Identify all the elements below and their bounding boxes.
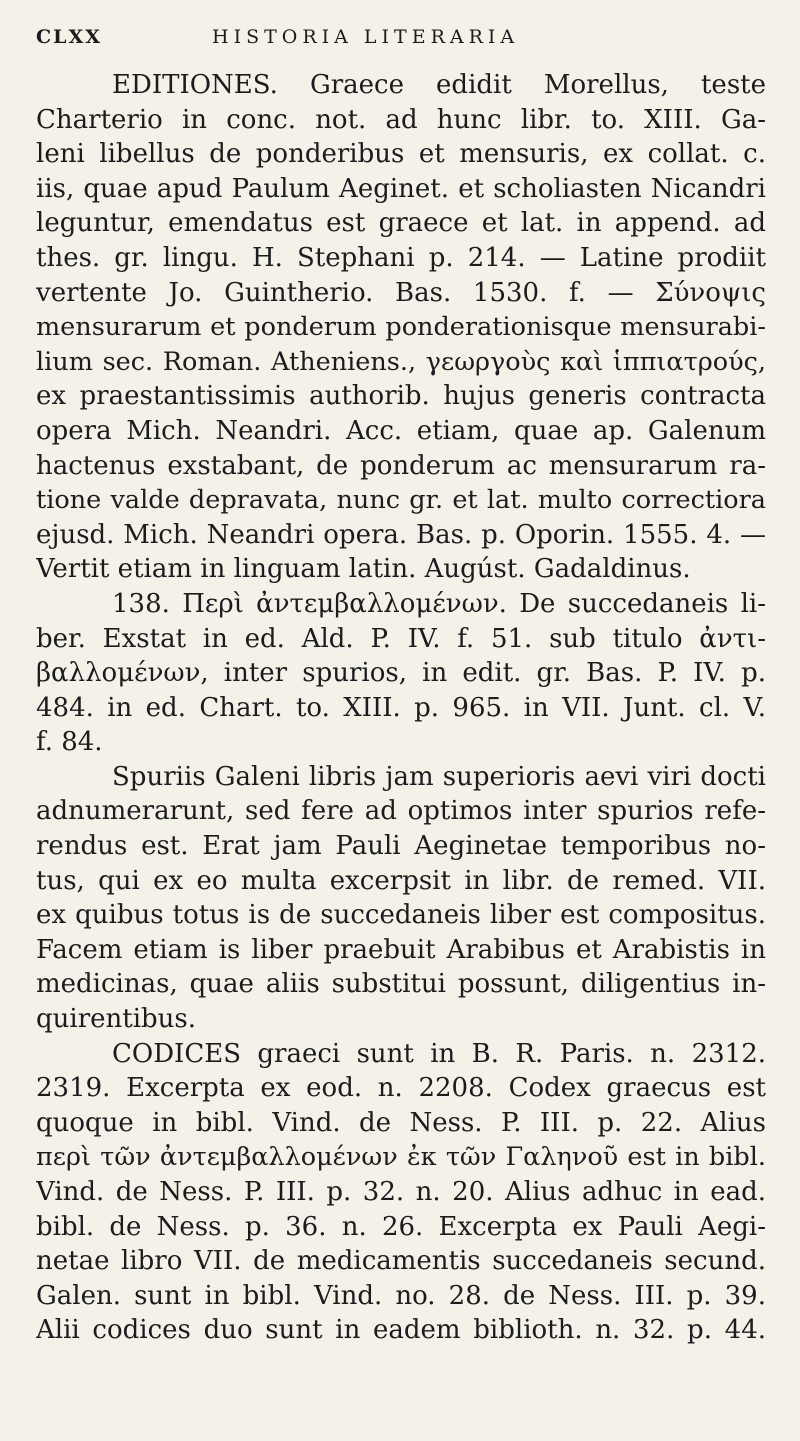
text-line: περὶ τῶν ἀντεμβαλλομένων ἐκ τῶν Γαληνοῦ est in bibl. xyxy=(36,1142,766,1173)
text-line: vertente Jo. Guintherio. Bas. 1530. f. — Σύνοψις xyxy=(36,277,766,308)
text-line: tione valde depravata, nunc gr. et lat. multo correctiora xyxy=(36,485,766,516)
text-line: adnumerarunt, sed fere ad optimos inter spurios refe- xyxy=(36,796,766,827)
text-line: ber. Exstat in ed. Ald. P. IV. f. 51. sub titulo ἀντι- xyxy=(36,623,766,654)
text-line: medicinas, quae aliis substitui possunt, diligentius in- xyxy=(36,969,766,1000)
text-line: opera Mich. Neandri. Acc. etiam, quae ap. Galenum xyxy=(36,415,766,446)
text-line: EDITIONES. Graece edidit Morellus, teste xyxy=(112,70,766,100)
text-line: Charterio in conc. not. ad hunc libr. to. XIII. Ga- xyxy=(36,104,766,135)
text-line: Vind. de Ness. P. III. p. 32. n. 20. Alius adhuc in ead. xyxy=(36,1177,766,1207)
text-line: βαλλομένων, inter spurios, in edit. gr. Bas. P. IV. p. xyxy=(36,658,766,689)
text-line: quirentibus. xyxy=(36,1004,197,1035)
text-line: iis, quae apud Paulum Aeginet. et scholiasten Nicandri xyxy=(36,173,766,204)
text-line: mensurarum et ponderum ponderationisque mensurabi- xyxy=(36,312,766,343)
text-line: Spuriis Galeni libris jam superioris aevi viri docti xyxy=(112,761,766,792)
text-line: Galen. sunt in bibl. Vind. no. 28. de Ness. III. p. 39. xyxy=(36,1280,766,1311)
text-line: leni libellus de ponderibus et mensuris, ex collat. c. xyxy=(36,139,766,170)
text-line: thes. gr. lingu. H. Stephani p. 214. — Latine prodiit xyxy=(36,242,766,273)
text-line: leguntur, emendatus est graece et lat. in append. ad xyxy=(36,208,766,239)
page-number: CLXX xyxy=(36,26,102,48)
running-title: HISTORIA LITERARIA xyxy=(212,26,520,48)
book-page xyxy=(36,26,766,1421)
text-line: 138. Περὶ ἀντεμβαλλομένων. De succedaneis li- xyxy=(112,588,766,619)
running-header xyxy=(36,26,766,48)
text-line: netae libro VII. de medicamentis succedaneis secund. xyxy=(36,1246,766,1277)
text-line: Alii codices duo sunt in eadem biblioth. n. 32. p. 44. xyxy=(36,1315,766,1346)
text-line: ex praestantissimis authorib. hujus generis contracta xyxy=(36,381,766,412)
text-line: f. 84. xyxy=(36,727,103,758)
text-line: hactenus exstabant, de ponderum ac mensurarum ra- xyxy=(36,450,766,481)
text-line: 2319. Excerpta ex eod. n. 2208. Codex graecus est xyxy=(36,1073,766,1104)
text-line: tus, qui ex eo multa excerpsit in libr. de remed. VII. xyxy=(36,865,766,896)
body-text xyxy=(36,68,766,1348)
text-line: lium sec. Roman. Atheniens., γεωργοὺς καὶ ἱππιατρούς, xyxy=(36,346,766,377)
text-line: bibl. de Ness. p. 36. n. 26. Excerpta ex Pauli Aegi- xyxy=(36,1211,766,1242)
text-line: CODICES graeci sunt in B. R. Paris. n. 2312. xyxy=(112,1038,766,1069)
text-line: ex quibus totus is de succedaneis liber est compositus. xyxy=(36,900,766,931)
text-line: ejusd. Mich. Neandri opera. Bas. p. Oporin. 1555. 4. — xyxy=(36,519,766,550)
text-line: rendus est. Erat jam Pauli Aeginetae temporibus no- xyxy=(36,831,766,862)
text-line: Facem etiam is liber praebuit Arabibus et Arabistis in xyxy=(36,934,766,965)
text-line: quoque in bibl. Vind. de Ness. P. III. p. 22. Alius xyxy=(36,1107,766,1138)
text-line: Vertit etiam in linguam latin. Augúst. Gadaldinus. xyxy=(36,554,691,585)
text-line: 484. in ed. Chart. to. XIII. p. 965. in VII. Junt. cl. V. xyxy=(36,692,766,723)
